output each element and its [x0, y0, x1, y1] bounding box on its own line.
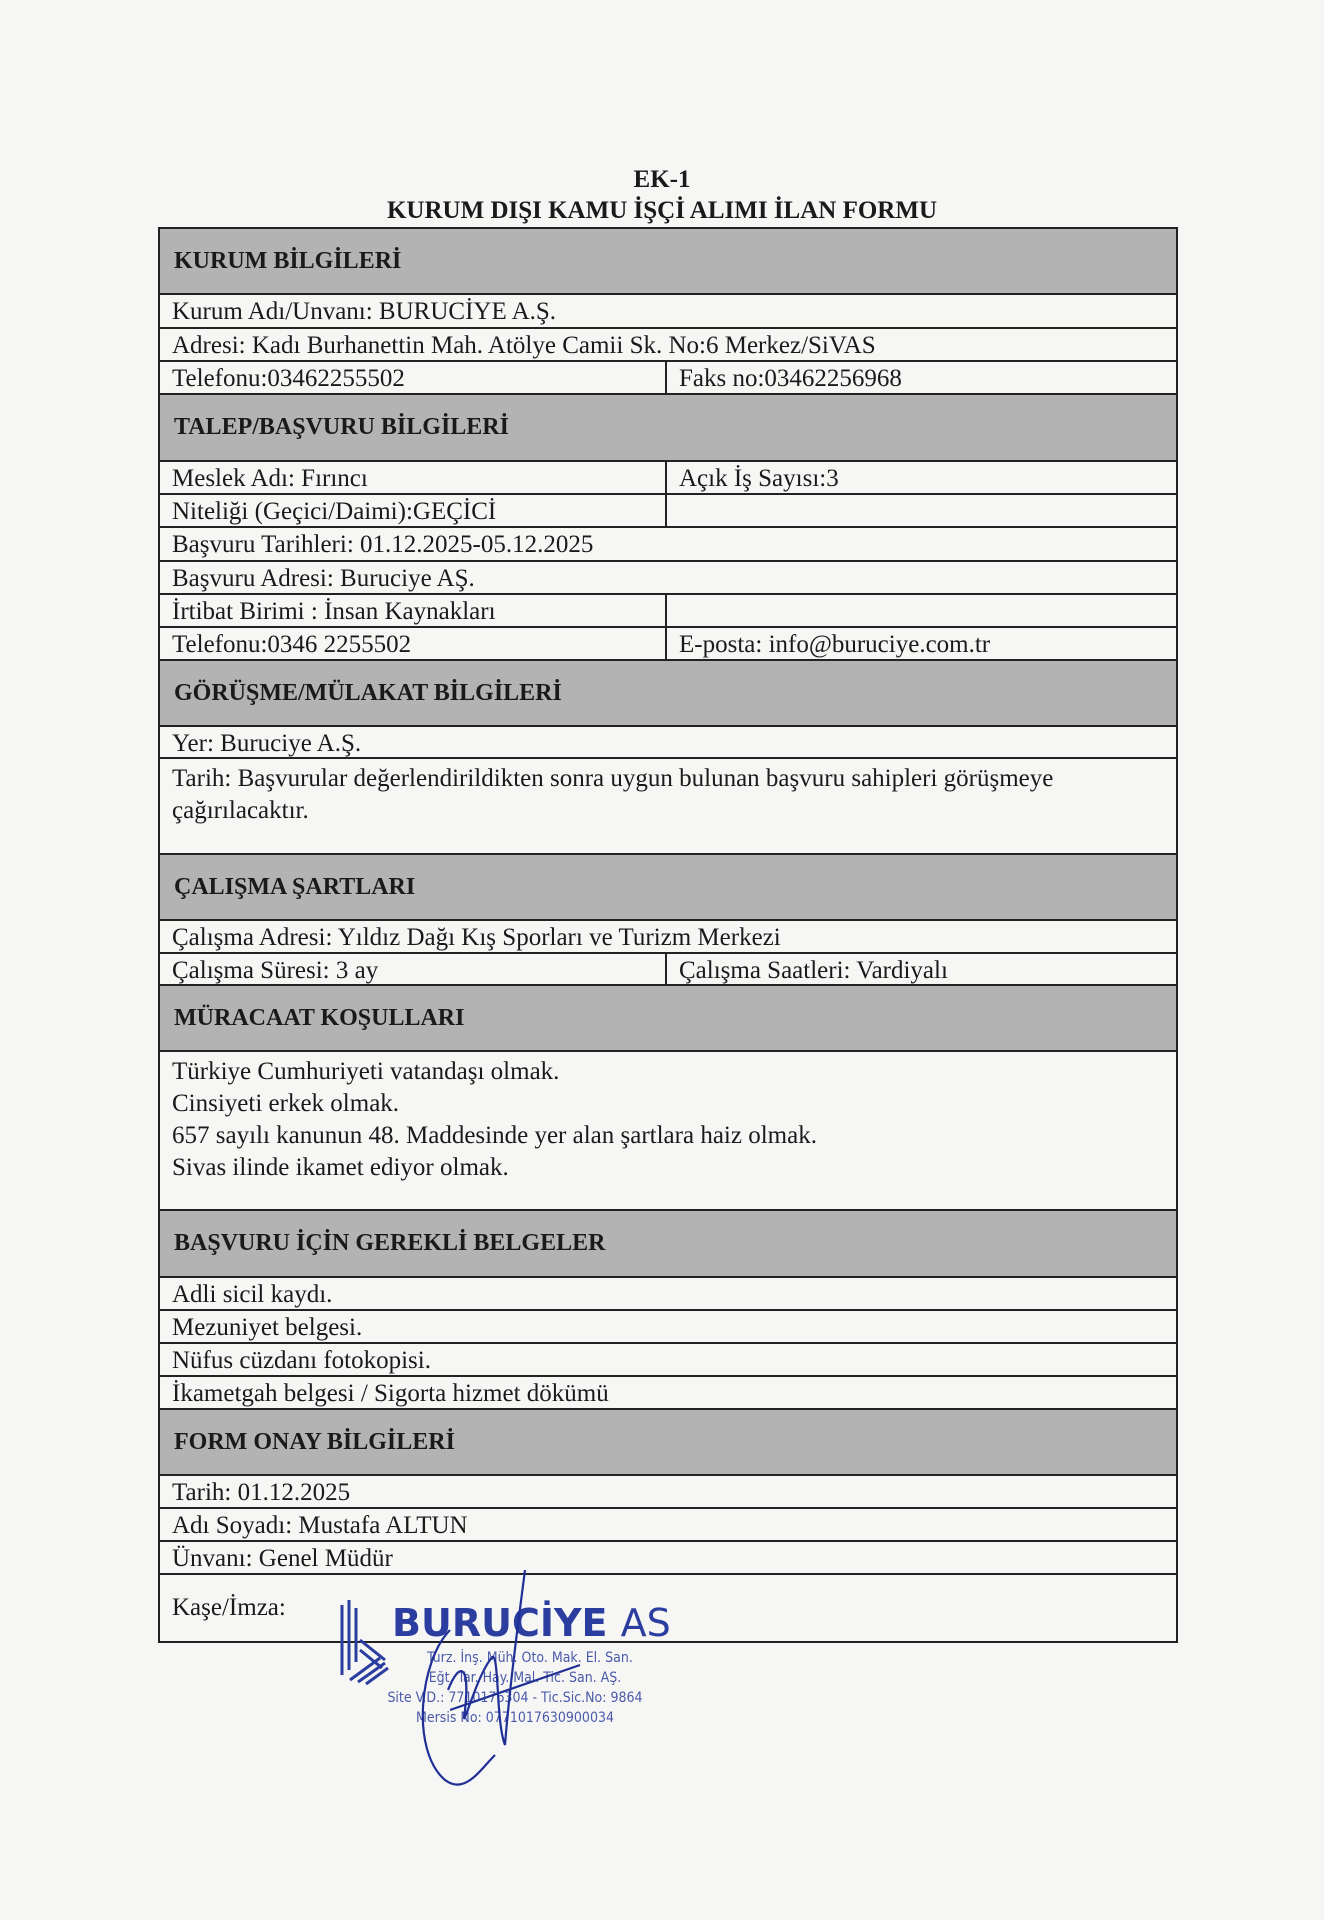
document-item: Mezuniyet belgesi.: [172, 1314, 363, 1341]
institution-fax: Faks no:03462256968: [679, 365, 902, 392]
company-stamp-signature: [330, 1570, 690, 1800]
institution-phone: Telefonu:03462255502: [160, 362, 667, 393]
page-title: KURUM DIŞI KAMU İŞÇİ ALIMI İLAN FORMU: [386, 197, 938, 224]
work-hours: Çalışma Saatleri: Vardiyalı: [679, 957, 948, 984]
stamp-line: Eğt. Tar. Hay. Mal. Tic. San. AŞ.: [428, 1670, 622, 1686]
contact-phone: Telefonu:0346 2255502: [160, 628, 667, 659]
section-header-muracaat: MÜRACAAT KOŞULLARI: [160, 986, 1176, 1052]
institution-address: Adresi: Kadı Burhanettin Mah. Atölye Camii Sk. No:6 Merkez/SiVAS: [172, 332, 876, 359]
company-logo-icon: [342, 1600, 388, 1684]
approver-name: Adı Soyadı: Mustafa ALTUN: [172, 1512, 468, 1539]
section-header-onay: FORM ONAY BİLGİLERİ: [160, 1410, 1176, 1476]
stamp-line: Site V.D.: 7710176304 - Tic.Sic.No: 9864: [387, 1690, 643, 1706]
approval-date: Tarih: 01.12.2025: [172, 1479, 351, 1506]
announcement-form: [158, 227, 1178, 1643]
document-item: Nüfus cüzdanı fotokopisi.: [172, 1347, 431, 1374]
interview-place: Yer: Buruciye A.Ş.: [172, 730, 362, 757]
conditions-list: [160, 1052, 1176, 1209]
section-header-talep: TALEP/BAŞVURU BİLGİLERİ: [160, 395, 1176, 462]
approver-title: Ünvanı: Genel Müdür: [172, 1545, 393, 1572]
stamp-company: BURUCİYE AS: [392, 1601, 671, 1645]
section-header-gorusme: GÖRÜŞME/MÜLAKAT BİLGİLERİ: [160, 661, 1176, 727]
work-address: Çalışma Adresi: Yıldız Dağı Kış Sporları ve Turizm Merkezi: [172, 924, 781, 951]
condition-item: Cinsiyeti erkek olmak.: [172, 1090, 400, 1117]
stamp-line: Mersis No: 0771017630900034: [416, 1710, 614, 1726]
section-header-calisma: ÇALIŞMA ŞARTLARI: [160, 855, 1176, 921]
profession: Meslek Adı: Fırıncı: [160, 462, 667, 493]
condition-item: Türkiye Cumhuriyeti vatandaşı olmak.: [172, 1058, 560, 1085]
open-jobs: Açık İş Sayısı:3: [679, 465, 839, 492]
interview-date: Tarih: Başvurular değerlendirildikten sonra uygun bulunan başvuru sahipleri görüşmeye çağırılacaktır.: [172, 765, 1054, 824]
empty-cell: [667, 495, 1176, 526]
stamp-line: Turz. İnş. Müh. Oto. Mak. El. San.: [427, 1650, 633, 1666]
contact-unit: İrtibat Birimi : İnsan Kaynakları: [160, 595, 667, 626]
seal-signature-label: Kaşe/İmza:: [172, 1594, 286, 1621]
job-nature: Niteliği (Geçici/Daimi):GEÇİCİ: [160, 495, 667, 526]
work-duration: Çalışma Süresi: 3 ay: [160, 954, 667, 984]
condition-item: Sivas ilinde ikamet ediyor olmak.: [172, 1154, 509, 1181]
empty-cell: [667, 595, 1176, 626]
document-item: İkametgah belgesi / Sigorta hizmet dökümü: [172, 1380, 609, 1407]
application-address: Başvuru Adresi: Buruciye AŞ.: [172, 565, 475, 592]
institution-name: Kurum Adı/Unvanı: BURUCİYE A.Ş.: [172, 298, 557, 325]
application-dates: Başvuru Tarihleri: 01.12.2025-05.12.2025: [172, 531, 594, 558]
contact-email: E-posta: info@buruciye.com.tr: [679, 631, 991, 658]
section-header-kurum: KURUM BİLGİLERİ: [160, 227, 1176, 295]
section-header-belgeler: BAŞVURU İÇİN GEREKLİ BELGELER: [160, 1211, 1176, 1278]
annex-label: EK-1: [633, 166, 691, 193]
condition-item: 657 sayılı kanunun 48. Maddesinde yer alan şartlara haiz olmak.: [172, 1122, 817, 1149]
document-item: Adli sicil kaydı.: [172, 1281, 333, 1308]
